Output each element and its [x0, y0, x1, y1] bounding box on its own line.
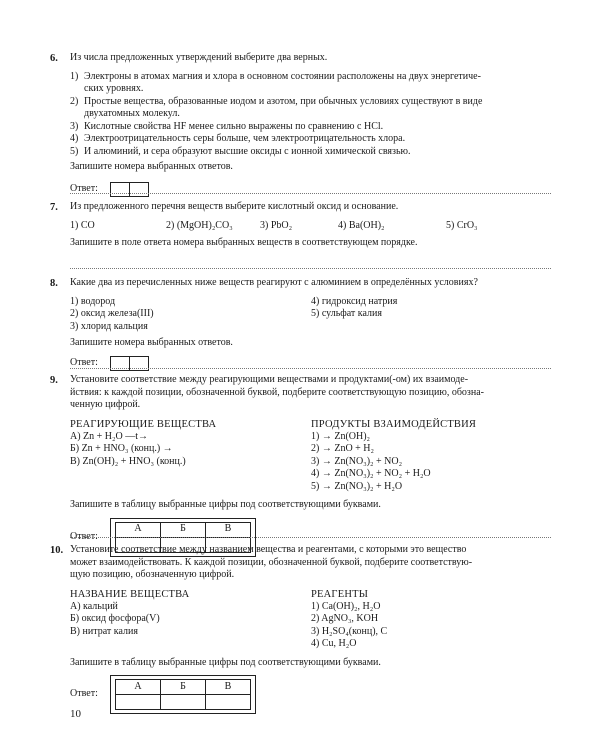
question-10-columns	[70, 588, 550, 651]
column-heading: РЕАГИРУЮЩИЕ ВЕЩЕСТВА	[70, 418, 217, 430]
column-heading: ПРОДУКТЫ ВЗАИМОДЕЙСТВИЯ	[311, 418, 477, 430]
question-8-right-column	[309, 296, 550, 334]
answer-table-head: Б	[161, 522, 206, 537]
question-10	[50, 544, 550, 714]
divider	[70, 268, 551, 269]
answer-table-cell[interactable]	[116, 695, 161, 710]
question-10-left-column	[70, 588, 309, 651]
answer-table-frame	[110, 675, 256, 714]
question-9-right-column	[309, 418, 550, 494]
answer-table-head: А	[116, 522, 161, 537]
answer-label: Ответ:	[70, 356, 98, 368]
question-7-option-3: 3) PbO₂	[260, 219, 293, 231]
question-8-instruction: Запишите номера выбранных ответов.	[70, 337, 233, 348]
reagent-item: 4) Cu, H₂O	[311, 638, 357, 650]
question-8-prompt: Какие два из перечисленных ниже веществ реагируют с алюминием в определённых условиях?	[70, 277, 478, 288]
question-8-option: 1) водород	[70, 295, 116, 307]
answer-label: Ответ:	[70, 688, 98, 700]
answer-table-head: В	[206, 522, 251, 537]
product-item: 2) → ZnO + H₂	[311, 443, 375, 455]
question-10-answer	[70, 675, 550, 714]
question-8-options	[70, 296, 550, 334]
question-8-number: 8.	[50, 278, 58, 289]
question-7-option-5: 5) CrO₃	[446, 219, 478, 231]
question-10-prompt-line-1: Установите соответствие между названием вещества и реагентами, с которыми это вещество	[70, 544, 467, 555]
reactant-item: А) Zn + H₂O —t→	[70, 430, 149, 442]
question-6-answer	[70, 182, 550, 197]
question-9-prompt-line-2: йствия: к каждой позиции, обозначенной буквой, подберите соответствующую позицию, обозна-	[70, 386, 484, 398]
question-9-prompt-line-3: ченную цифрой.	[70, 399, 141, 410]
question-6-option-3: 3) Кислотные свойства HF менее сильно выражены по сравнению с HCl.	[70, 120, 384, 132]
divider	[70, 537, 551, 538]
answer-cell[interactable]	[129, 182, 149, 197]
product-item: 4) → Zn(NO₃)₂ + NO₂ + H₂O	[311, 468, 431, 480]
answer-label: Ответ:	[70, 182, 98, 194]
question-7-option-2: 2) (MgOH)₂CO₃	[166, 219, 233, 231]
reagent-item: 2) AgNO₃, KOH	[311, 613, 379, 625]
question-10-prompt-line-3: щую позицию, обозначенную цифрой.	[70, 569, 235, 580]
product-item: 1) → Zn(OH)₂	[311, 430, 371, 442]
reactant-item: Б) Zn + HNO₃ (конц.) →	[70, 443, 173, 455]
answer-table-head: А	[116, 680, 161, 695]
question-7-instruction: Запишите в поле ответа номера выбранных веществ в соответствующем порядке.	[70, 236, 418, 248]
question-10-number: 10.	[50, 545, 64, 556]
answer-table-head: Б	[161, 680, 206, 695]
answer-table-cell[interactable]	[161, 695, 206, 710]
answer-table-head: В	[206, 680, 251, 695]
question-8-option: 3) хлорид кальция	[70, 320, 148, 332]
question-10-right-column	[309, 588, 550, 651]
question-7-option-4: 4) Ba(OH)₂	[338, 219, 385, 231]
question-7-option-1: 1) CO	[70, 219, 95, 231]
reagent-item: 1) Ca(OH)₂, H₂O	[311, 600, 381, 612]
question-6-option-5: 5) И алюминий, и сера образуют высшие оксиды с ионной химической связью.	[70, 145, 411, 157]
reactant-item: В) Zn(OH)₂ + HNO₃ (конц.)	[70, 455, 186, 467]
answer-label: Ответ:	[70, 530, 98, 542]
substance-item: Б) оксид фосфора(V)	[70, 613, 160, 625]
question-6-number: 6.	[50, 53, 58, 64]
divider	[70, 368, 551, 369]
question-7-options	[70, 220, 550, 233]
question-8-option: 5) сульфат калия	[311, 308, 382, 319]
reagent-item: 3) H₂SO₄(конц), C	[311, 625, 388, 637]
question-9-prompt-line-1: Установите соответствие между реагирующими веществами и продуктами(-ом) их взаимоде-	[70, 374, 469, 385]
answer-table-cell[interactable]	[206, 695, 251, 710]
divider	[70, 193, 551, 194]
substance-item: В) нитрат калия	[70, 625, 138, 637]
question-6-option-4: 4) Электроотрицательность серы больше, чем электроотрицательность хлора.	[70, 133, 406, 144]
question-10-prompt-line-2: может взаимодействовать. К каждой позиции, обозначенной буквой, подберите соответствую-	[70, 556, 473, 568]
question-9-instruction: Запишите в таблицу выбранные цифры под соответствующими буквами.	[70, 499, 381, 511]
question-9-left-column	[70, 418, 309, 494]
question-9-number: 9.	[50, 375, 58, 386]
question-8	[50, 277, 550, 371]
question-6-option-1: 1) Электроны в атомах магния и хлора в основном состоянии расположены на двух энергетиче- ских уровнях.	[70, 70, 481, 94]
product-item: 5) → Zn(NO₃)₂ + H₂O	[311, 480, 403, 492]
column-heading: РЕАГЕНТЫ	[311, 588, 369, 600]
question-7-prompt: Из предложенного перечня веществ выберите кислотный оксид и основание.	[70, 201, 399, 212]
question-6-instruction: Запишите номера выбранных ответов.	[70, 161, 233, 172]
product-item: 3) → Zn(NO₃)₂ + NO₂	[311, 455, 403, 467]
question-6	[50, 52, 550, 197]
page-number: 10	[70, 708, 81, 720]
question-10-instruction: Запишите в таблицу выбранные цифры под соответствующими буквами.	[70, 656, 381, 668]
question-8-left-column	[70, 296, 309, 334]
question-6-option-2: 2) Простые вещества, образованные иодом и азотом, при обычных условиях существуют в виде двухатомных молекул.	[70, 95, 483, 119]
question-7-number: 7.	[50, 202, 58, 213]
answer-cell[interactable]	[110, 182, 130, 197]
question-9-columns	[70, 418, 550, 494]
question-8-option: 4) гидроксид натрия	[311, 295, 398, 307]
substance-item: А) кальций	[70, 600, 118, 612]
question-6-options	[70, 71, 550, 159]
question-7	[50, 201, 550, 249]
answer-cells[interactable]	[110, 182, 149, 197]
question-8-option: 2) оксид железа(III)	[70, 308, 154, 319]
column-heading: НАЗВАНИЕ ВЕЩЕСТВА	[70, 588, 190, 600]
answer-table	[115, 679, 251, 710]
question-6-prompt: Из числа предложенных утверждений выберите два верных.	[70, 52, 328, 63]
